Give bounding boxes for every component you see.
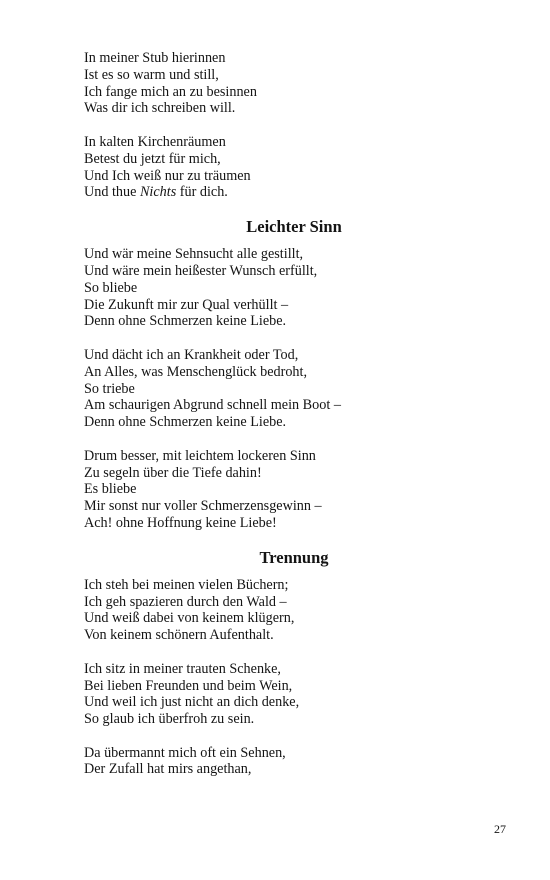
verse-line: Und weil ich just nicht an dich denke,: [84, 694, 300, 711]
verse-line: Ach! ohne Hoffnung keine Liebe!: [84, 514, 277, 531]
verse-line-with-emphasis: [84, 184, 504, 201]
verse-line: Ist es so warm und still,: [84, 66, 219, 83]
stanza: [84, 577, 504, 644]
poem-title: Leichter Sinn: [246, 217, 342, 237]
page-number: 27: [494, 822, 506, 836]
verse-line: Mir sonst nur voller Schmerzensgewinn –: [84, 498, 322, 515]
page-body: [84, 50, 504, 778]
emphasized-word: Nichts: [139, 184, 177, 201]
stanza: [84, 745, 504, 779]
verse-line: An Alles, was Menschenglück bedroht,: [84, 363, 308, 380]
verse-line: So bliebe: [84, 279, 138, 296]
verse-line: In meiner Stub hierinnen: [84, 50, 226, 66]
verse-line: Und Ich weiß nur zu träumen: [84, 167, 251, 184]
verse-line: Zu segeln über die Tiefe dahin!: [84, 464, 262, 481]
stanza: [84, 50, 504, 117]
stanza-gap: [84, 330, 504, 347]
verse-line: Bei lieben Freunden und beim Wein,: [84, 677, 293, 694]
stanza: [84, 246, 504, 330]
verse-line: Es bliebe: [84, 481, 137, 498]
verse-line: Denn ohne Schmerzen keine Liebe.: [84, 313, 287, 330]
verse-line: Drum besser, mit leichtem lockeren Sinn: [84, 447, 316, 464]
verse-line: Betest du jetzt für mich,: [84, 150, 221, 167]
verse-line: Am schaurigen Abgrund schnell mein Boot –: [84, 397, 341, 414]
verse-line: Und wär meine Sehnsucht alle gestillt,: [84, 246, 304, 263]
stanza: [84, 134, 504, 201]
stanza-gap: [84, 117, 504, 134]
verse-line: Was dir ich schreiben will.: [84, 100, 236, 117]
verse-line: Denn ohne Schmerzen keine Liebe.: [84, 414, 287, 431]
stanza: [84, 661, 504, 728]
verse-line: Und dächt ich an Krankheit oder Tod,: [84, 346, 299, 363]
verse-line: Ich fange mich an zu besinnen: [84, 83, 257, 100]
stanza-gap: [84, 728, 504, 745]
verse-line: Da übermannt mich oft ein Sehnen,: [84, 744, 286, 761]
verse-line: Die Zukunft mir zur Qual verhüllt –: [84, 296, 289, 313]
verse-line: Von keinem schönern Aufenthalt.: [84, 627, 274, 644]
verse-line: In kalten Kirchenräumen: [84, 133, 226, 150]
verse-fragment: für dich.: [176, 184, 228, 201]
verse-fragment: Und thue: [84, 184, 140, 201]
verse-line: So glaub ich überfroh zu sein.: [84, 711, 255, 728]
verse-line: Ich steh bei meinen vielen Büchern;: [84, 576, 289, 593]
stanza-gap: [84, 644, 504, 661]
stanza: [84, 347, 504, 431]
verse-line: Und weiß dabei von keinem klügern,: [84, 610, 295, 627]
verse-line: Ich geh spazieren durch den Wald –: [84, 593, 287, 610]
stanza: [84, 448, 504, 532]
stanza-gap: [84, 431, 504, 448]
verse-line: Der Zufall hat mirs angethan,: [84, 761, 252, 778]
poem-title: Trennung: [259, 547, 329, 567]
verse-line: So triebe: [84, 380, 135, 397]
verse-line: Und wäre mein heißester Wunsch erfüllt,: [84, 262, 318, 279]
verse-line: Ich sitz in meiner trauten Schenke,: [84, 660, 281, 677]
